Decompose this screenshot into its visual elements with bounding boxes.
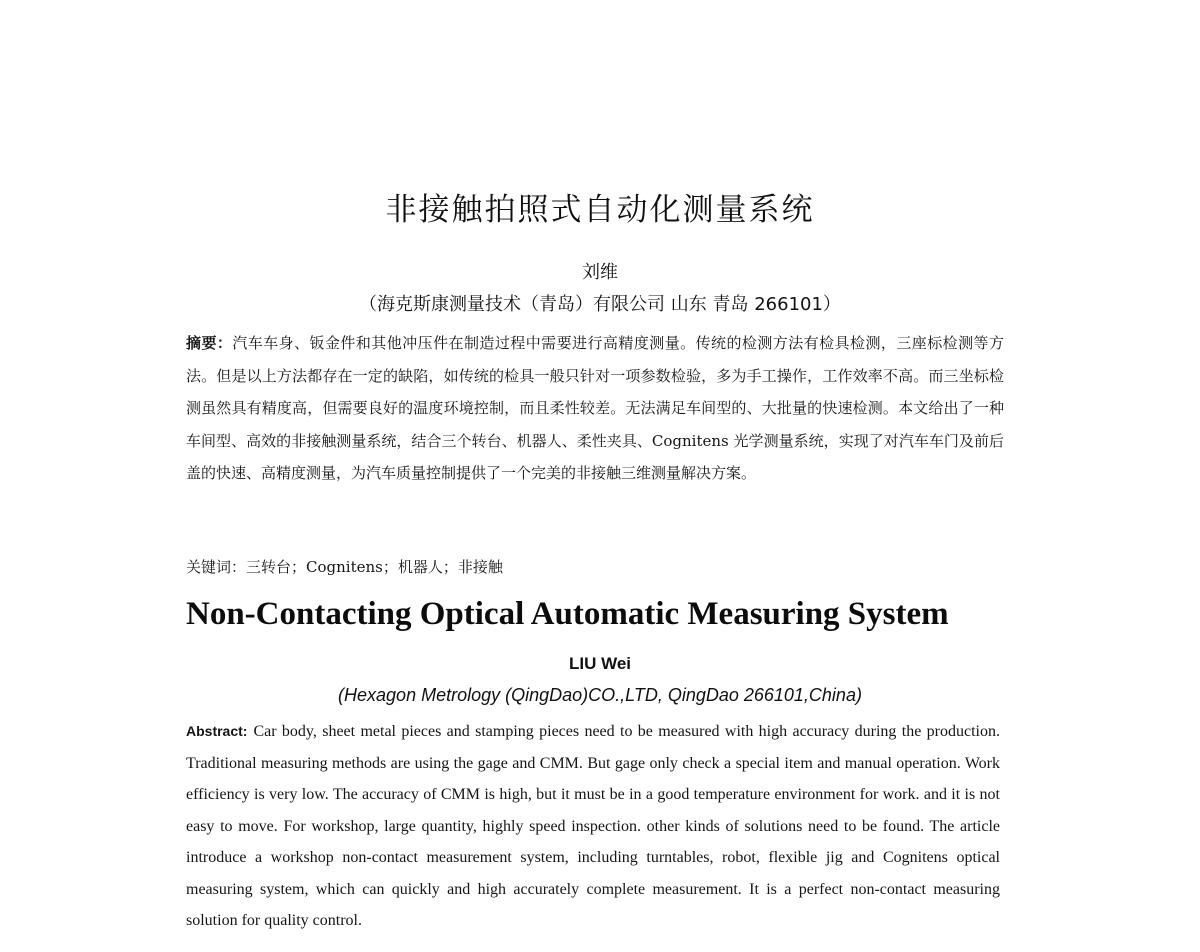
chinese-affiliation: （海克斯康测量技术（青岛）有限公司 山东 青岛 266101） (359, 294, 841, 315)
english-abstract (186, 716, 1000, 937)
english-affiliation: (Hexagon Metrology (QingDao)CO.,LTD, QingDao 266101,China) (338, 685, 862, 705)
chinese-abstract (186, 327, 1004, 490)
chinese-keywords: 关键词：三转台；Cognitens；机器人；非接触 (186, 558, 503, 576)
chinese-abstract-label: 摘要： (186, 334, 233, 352)
chinese-title: 非接触拍照式自动化测量系统 (385, 192, 815, 228)
english-title: Non-Contacting Optical Automatic Measuring System (186, 596, 949, 632)
english-abstract-label: Abstract: (186, 723, 248, 739)
chinese-abstract-text: 汽车车身、钣金件和其他冲压件在制造过程中需要进行高精度测量。传统的检测方法有检具检测，三座标检测等方法。但是以上方法都存在一定的缺陷，如传统的检具一般只针对一项参数检验，多为手工操作，工作效率不高。而三坐标检测虽然具有精度高，但需要良好的温度环境控制，而且柔性较差。无法满足车间型的、大批量的快速检测。本文给出了一种车间型、高效的非接触测量系统，结合三个转台、机器人、柔性夹具、Cognitens 光学测量系统，实现了对汽车车门及前后盖的快速、高精度测量，为汽车质量控制提供了一个完美的非接触三维测量解决方案。 (186, 334, 1004, 482)
english-author: LIU Wei (568, 654, 632, 673)
english-abstract-text: Car body, sheet metal pieces and stamping pieces need to be measured with high accuracy during the production. Traditional measuring methods are using the gage and CMM. But gage only check a special item and manual operation. Work efficiency is very low. The accuracy of CMM is high, but it must be in a good temperature environment for work. and it is not easy to move. For workshop, large quantity, highly speed inspection. other kinds of solutions need to be found. The article introduce a workshop non-contact measurement system, including turntables, robot, flexible jig and Cognitens optical measuring system, which can quickly and high accurately complete measurement. It is a perfect non-contact measuring solution for quality control. (186, 723, 1000, 929)
chinese-author: 刘维 (582, 262, 618, 283)
